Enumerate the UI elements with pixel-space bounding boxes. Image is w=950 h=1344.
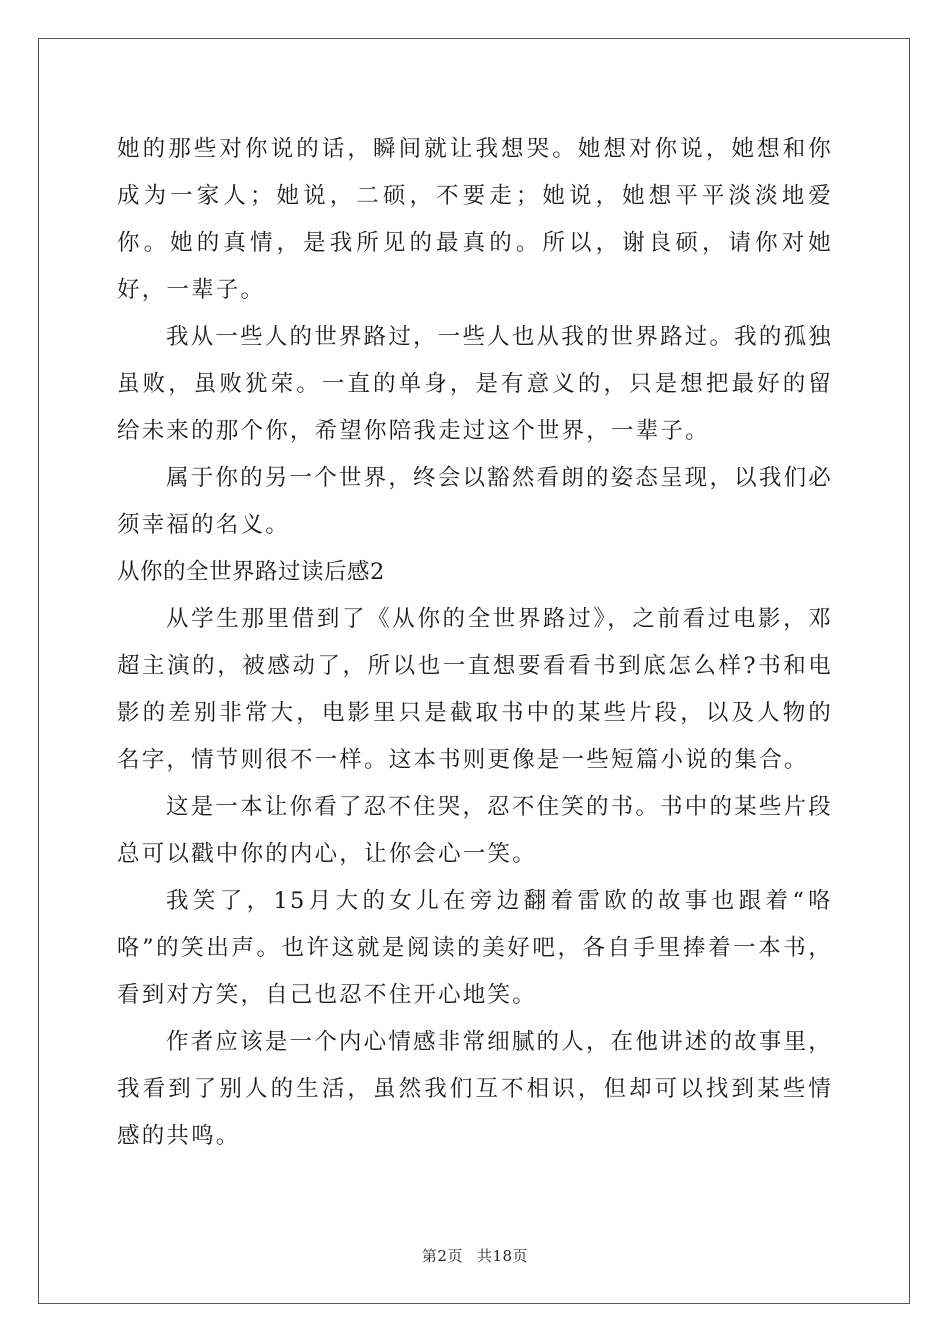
paragraph: 我笑了，15月大的女儿在旁边翻着雷欧的故事也跟着“咯咯”的笑出声。也许这就是阅读的美好吧，各自手里捧着一本书，看到对方笑，自己也忍不住开心地笑。	[117, 888, 833, 1008]
section-heading: 从你的全世界路过读后感2	[117, 559, 385, 585]
page-total: 共18页	[476, 1247, 529, 1265]
paragraph: 我从一些人的世界路过，一些人也从我的世界路过。我的孤独虽败，虽败犹荣。一直的单身，是有意义的，只是想把最好的留给未来的那个你，希望你陪我走过这个世界，一辈子。	[117, 324, 833, 444]
paragraph-continuation: 她的那些对你说的话，瞬间就让我想哭。她想对你说，她想和你成为一家人；她说，二硕，不要走；她说，她想平平淡淡地爱你。她的真情，是我所见的最真的。所以，谢良硕，请你对她好，一辈子。	[117, 136, 833, 303]
page-footer	[0, 1245, 950, 1266]
page-number: 第2页	[421, 1247, 463, 1265]
paragraph: 作者应该是一个内心情感非常细腻的人，在他讲述的故事里，我看到了别人的生活，虽然我们互不相识，但却可以找到某些情感的共鸣。	[117, 1029, 833, 1149]
paragraph: 从学生那里借到了《从你的全世界路过》，之前看过电影，邓超主演的，被感动了，所以也一直想要看看书到底怎么样?书和电影的差别非常大，电影里只是截取书中的某些片段，以及人物的名字，情节则很不一样。这本书则更像是一些短篇小说的集合。	[117, 606, 833, 773]
paragraph: 这是一本让你看了忍不住哭，忍不住笑的书。书中的某些片段总可以戳中你的内心，让你会心一笑。	[117, 794, 833, 867]
document-body	[117, 126, 833, 1160]
paragraph: 属于你的另一个世界，终会以豁然看朗的姿态呈现，以我们必须幸福的名义。	[117, 465, 833, 538]
